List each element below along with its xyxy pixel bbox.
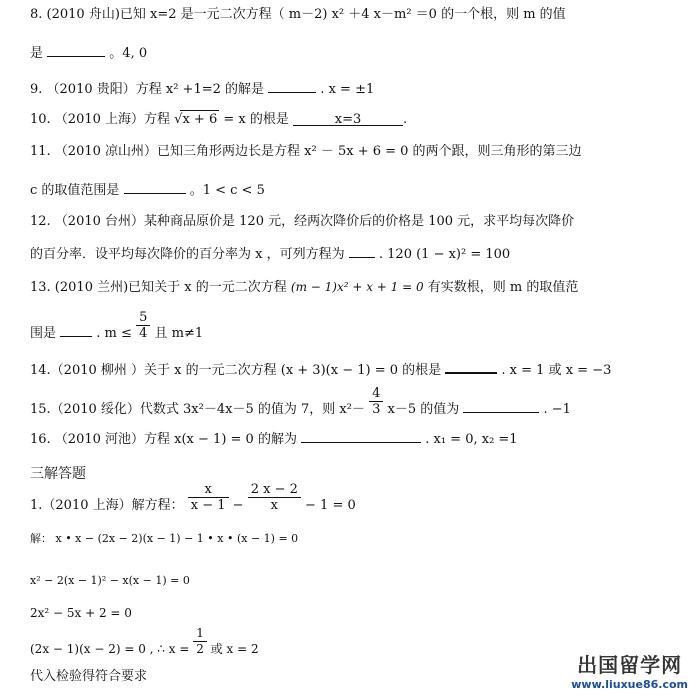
fraction-numerator: 2 x − 2: [248, 482, 301, 498]
fraction-denominator: 3: [372, 402, 381, 417]
question-16-answer: . x₁ = 0, x₂ =1: [425, 432, 518, 447]
question-16-text: 16. （2010 河池）方程 x(x − 1) = 0 的解为: [30, 432, 297, 447]
question-15-mid: x－5 的值为: [387, 402, 460, 417]
watermark-logo: [571, 649, 688, 691]
question-8-line-2: [30, 42, 147, 63]
question-11-line-2: [30, 179, 265, 200]
question-8-text: 8. (2010 舟山)已知 x=2 是一元二次方程（ m－2) x² ＋4 x－m² ＝0 的一个根，则 m 的值: [30, 7, 566, 22]
question-8-line-1: [30, 6, 566, 24]
watermark-url: www.liuxue86.com: [571, 678, 688, 691]
question-13-line-2: [30, 310, 203, 351]
solution-step-3: 2x² − 5x + 2 = 0: [30, 606, 132, 620]
sqrt-radicand: x + 6: [182, 112, 218, 127]
question-14-text: 14.（2010 柳州 ）关于 x 的一元二次方程 (x + 3)(x − 1) = 0 的根是: [30, 363, 442, 378]
solution-step-4: [30, 626, 259, 667]
answer-blank: [124, 179, 186, 194]
answer-blank: [463, 398, 539, 413]
fraction-numerator: 1: [193, 626, 207, 642]
question-8-prefix: 是: [30, 46, 44, 61]
solution-step-1: 解： x • x − (2x − 2)(x − 1) − 1 • x • (x − 1) = 0: [30, 532, 299, 545]
fraction-denominator: x − 1: [190, 498, 226, 513]
question-13-answer: . m ≤: [96, 326, 132, 341]
solution-problem-text: 1.（2010 上海）解方程：: [30, 498, 184, 513]
question-14: [30, 358, 611, 380]
question-11-line-1: [30, 143, 582, 161]
answer-blank: [301, 428, 421, 443]
question-10-suffix: .: [403, 112, 408, 127]
fraction-denominator: x: [270, 498, 278, 513]
question-8-answer: 。4, 0: [109, 46, 148, 61]
section-title: 三解答题: [30, 466, 86, 482]
question-11-answer: 。1 < c < 5: [189, 183, 265, 198]
fraction: [248, 482, 301, 513]
solution-step-2: x² − 2(x − 1)² − x(x − 1) = 0: [30, 574, 190, 587]
fraction-numerator: 5: [136, 310, 150, 326]
fraction: [193, 626, 207, 657]
solution-problem: [30, 482, 356, 524]
question-15-answer: . −1: [543, 402, 571, 417]
question-12-prefix: 的百分率．设平均每次降价的百分率为 x ，可列方程为: [30, 247, 345, 262]
question-15: [30, 386, 571, 427]
watermark-title: 出国留学网: [577, 653, 683, 677]
question-13-line-1: [30, 278, 578, 297]
minus-sign: −: [232, 498, 244, 513]
answer-blank: [349, 243, 375, 258]
sqrt-symbol: √: [174, 112, 183, 127]
question-9-answer: . x = ±1: [320, 82, 375, 97]
question-9-text: 9. （2010 贵阳）方程 x² +1=2 的解是: [30, 82, 265, 97]
answer-blank: [293, 111, 403, 126]
question-12-text: 12. （2010 台州）某种商品原价是 120 元，经两次降价后的价格是 100 元，求平均每次降价: [30, 214, 575, 229]
question-13-equation: (m − 1)x² + x + 1 = 0: [290, 280, 424, 294]
answer-blank: [60, 322, 92, 337]
question-14-answer: . x = 1 或 x = −3: [501, 363, 612, 378]
question-10-answer: x=3: [334, 112, 362, 127]
question-9: [30, 78, 374, 99]
fraction: [136, 310, 150, 341]
fraction: [369, 386, 383, 417]
solution-problem-tail: − 1 = 0: [305, 498, 356, 513]
question-12-line-1: [30, 213, 574, 231]
question-12-answer: . 120 (1 − x)² = 100: [378, 247, 511, 262]
question-13-prefix: 围是: [30, 326, 57, 341]
question-11-text: 11. （2010 凉山州）已知三角形两边长是方程 x² － 5x + 6 = 0 的两个跟，则三角形的第三边: [30, 144, 582, 159]
question-10: [30, 110, 407, 129]
solution-step-4-tail: 或 x = 2: [210, 642, 259, 656]
fraction-denominator: 4: [139, 326, 148, 341]
fraction-numerator: x: [188, 482, 229, 498]
fraction: [188, 482, 229, 513]
solution-step-5: 代入检验得符合要求: [30, 669, 148, 684]
answer-blank: [47, 42, 105, 57]
question-12-line-2: [30, 243, 510, 264]
question-15-text: 15.（2010 绥化）代数式 3x²－4x－5 的值为 7，则 x²－: [30, 402, 365, 417]
solution-step-4-text: (2x − 1)(x − 2) = 0 , ∴ x =: [30, 642, 190, 656]
answer-blank: [268, 78, 316, 93]
question-13-condition: 且 m≠1: [154, 326, 204, 341]
fraction-denominator: 2: [196, 642, 204, 656]
question-10-mid: = x 的根是: [223, 112, 289, 127]
question-16: [30, 428, 518, 449]
question-13-tail: 有实数根，则 m 的取值范: [427, 280, 579, 295]
question-11-prefix: c 的取值范围是: [30, 183, 120, 198]
question-13-text: 13. (2010 兰州)已知关于 x 的一元二次方程: [30, 280, 287, 295]
question-10-text: 10. （2010 上海）方程: [30, 112, 171, 127]
answer-blank: [445, 358, 497, 374]
fraction-numerator: 4: [369, 386, 383, 402]
